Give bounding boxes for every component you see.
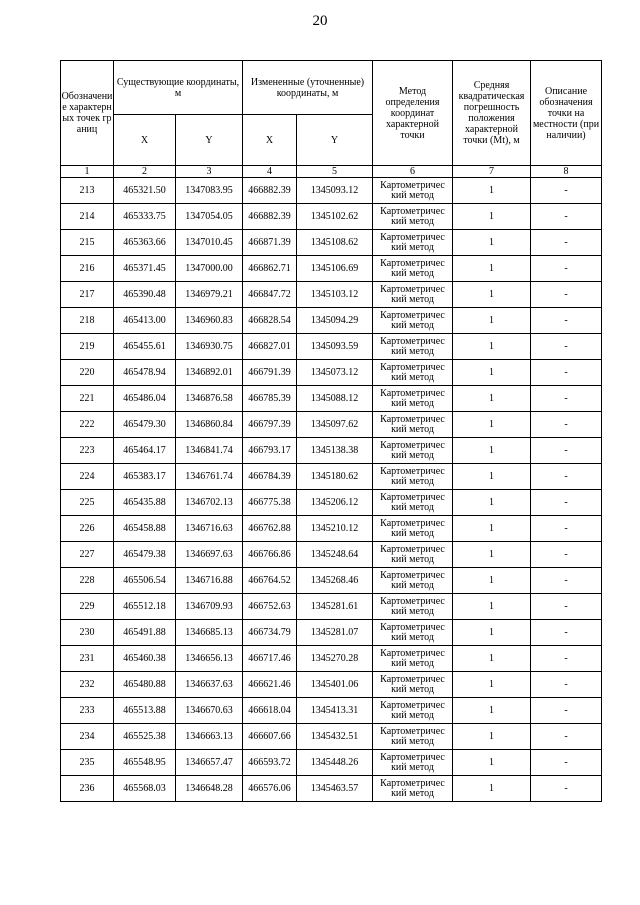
existing-y-cell: 1346716.88 <box>176 568 243 594</box>
description-cell: - <box>531 360 602 386</box>
description-cell: - <box>531 698 602 724</box>
method-line-2: кий метод <box>391 761 434 773</box>
table-row <box>61 230 602 256</box>
page-number: 20 <box>312 13 328 29</box>
existing-x-cell: 465390.48 <box>114 282 176 308</box>
method-line-2: кий метод <box>391 345 434 357</box>
table-row <box>61 672 602 698</box>
accuracy-cell: 1 <box>453 490 531 516</box>
accuracy-cell: 1 <box>453 412 531 438</box>
method-line-2: кий метод <box>391 709 434 721</box>
method-line-2: кий метод <box>391 501 434 513</box>
method-line-1: Картометричес <box>380 647 445 659</box>
table-row <box>61 308 602 334</box>
method-cell <box>373 178 453 204</box>
table-row <box>61 412 602 438</box>
changed-x-cell: 466784.39 <box>243 464 297 490</box>
description-cell: - <box>531 178 602 204</box>
point-number-cell: 228 <box>61 568 114 594</box>
method-line-1: Картометричес <box>380 517 445 529</box>
changed-x-cell: 466762.88 <box>243 516 297 542</box>
method-line-2: кий метод <box>391 475 434 487</box>
method-line-2: кий метод <box>391 735 434 747</box>
table-row <box>61 204 602 230</box>
method-cell <box>373 204 453 230</box>
changed-x-cell: 466828.54 <box>243 308 297 334</box>
method-cell <box>373 256 453 282</box>
method-line-2: кий метод <box>391 657 434 669</box>
coordinates-table <box>60 60 602 802</box>
existing-x-cell: 465479.38 <box>114 542 176 568</box>
point-number-cell: 214 <box>61 204 114 230</box>
table-row <box>61 334 602 360</box>
method-cell <box>373 360 453 386</box>
method-line-2: кий метод <box>391 605 434 617</box>
existing-y-cell: 1346663.13 <box>176 724 243 750</box>
column-number-row <box>61 166 602 178</box>
method-line-2: кий метод <box>391 267 434 279</box>
method-line-1: Картометричес <box>380 361 445 373</box>
table-row <box>61 256 602 282</box>
accuracy-cell: 1 <box>453 438 531 464</box>
existing-y-cell: 1346685.13 <box>176 620 243 646</box>
header-method: Метод определения координат характерной точки <box>373 61 453 166</box>
changed-y-cell: 1345093.12 <box>297 178 373 204</box>
description-cell: - <box>531 594 602 620</box>
changed-x-cell: 466847.72 <box>243 282 297 308</box>
method-cell <box>373 438 453 464</box>
accuracy-cell: 1 <box>453 256 531 282</box>
header-changed-y: Y <box>297 115 373 166</box>
existing-y-cell: 1347000.00 <box>176 256 243 282</box>
accuracy-cell: 1 <box>453 516 531 542</box>
description-cell: - <box>531 516 602 542</box>
changed-x-cell: 466618.04 <box>243 698 297 724</box>
changed-x-cell: 466764.52 <box>243 568 297 594</box>
existing-x-cell: 465479.30 <box>114 412 176 438</box>
method-line-2: кий метод <box>391 215 434 227</box>
existing-y-cell: 1347010.45 <box>176 230 243 256</box>
changed-y-cell: 1345206.12 <box>297 490 373 516</box>
table-row <box>61 698 602 724</box>
header-row-1 <box>61 61 602 115</box>
column-number: 8 <box>531 166 602 178</box>
accuracy-cell: 1 <box>453 646 531 672</box>
description-cell: - <box>531 724 602 750</box>
changed-x-cell: 466862.71 <box>243 256 297 282</box>
description-cell: - <box>531 750 602 776</box>
changed-y-cell: 1345108.62 <box>297 230 373 256</box>
existing-x-cell: 465371.45 <box>114 256 176 282</box>
changed-y-cell: 1345463.57 <box>297 776 373 802</box>
column-number: 1 <box>61 166 114 178</box>
method-cell <box>373 724 453 750</box>
existing-y-cell: 1346841.74 <box>176 438 243 464</box>
header-existing-x: X <box>114 115 176 166</box>
point-number-cell: 213 <box>61 178 114 204</box>
method-line-1: Картометричес <box>380 179 445 191</box>
method-cell <box>373 334 453 360</box>
method-cell <box>373 516 453 542</box>
table-row <box>61 516 602 542</box>
changed-x-cell: 466766.86 <box>243 542 297 568</box>
existing-y-cell: 1346860.84 <box>176 412 243 438</box>
method-line-1: Картометричес <box>380 543 445 555</box>
changed-y-cell: 1345073.12 <box>297 360 373 386</box>
method-line-1: Картометричес <box>380 569 445 581</box>
method-line-1: Картометричес <box>380 309 445 321</box>
changed-y-cell: 1345432.51 <box>297 724 373 750</box>
method-line-1: Картометричес <box>380 751 445 763</box>
method-line-2: кий метод <box>391 553 434 565</box>
changed-y-cell: 1345281.07 <box>297 620 373 646</box>
existing-x-cell: 465486.04 <box>114 386 176 412</box>
point-number-cell: 223 <box>61 438 114 464</box>
existing-y-cell: 1347054.05 <box>176 204 243 230</box>
method-line-2: кий метод <box>391 423 434 435</box>
changed-y-cell: 1345088.12 <box>297 386 373 412</box>
method-cell <box>373 282 453 308</box>
point-number-cell: 235 <box>61 750 114 776</box>
description-cell: - <box>531 230 602 256</box>
changed-y-cell: 1345138.38 <box>297 438 373 464</box>
method-line-1: Картометричес <box>380 725 445 737</box>
changed-x-cell: 466752.63 <box>243 594 297 620</box>
existing-y-cell: 1346656.13 <box>176 646 243 672</box>
changed-y-cell: 1345281.61 <box>297 594 373 620</box>
method-cell <box>373 230 453 256</box>
existing-x-cell: 465568.03 <box>114 776 176 802</box>
method-line-1: Картометричес <box>380 283 445 295</box>
description-cell: - <box>531 542 602 568</box>
method-cell <box>373 620 453 646</box>
method-cell <box>373 412 453 438</box>
changed-x-cell: 466734.79 <box>243 620 297 646</box>
description-cell: - <box>531 646 602 672</box>
existing-x-cell: 465506.54 <box>114 568 176 594</box>
table-row <box>61 386 602 412</box>
accuracy-cell: 1 <box>453 620 531 646</box>
changed-x-cell: 466791.39 <box>243 360 297 386</box>
method-line-1: Картометричес <box>380 673 445 685</box>
existing-y-cell: 1346637.63 <box>176 672 243 698</box>
accuracy-cell: 1 <box>453 282 531 308</box>
point-number-cell: 225 <box>61 490 114 516</box>
point-number-cell: 226 <box>61 516 114 542</box>
existing-x-cell: 465435.88 <box>114 490 176 516</box>
accuracy-cell: 1 <box>453 464 531 490</box>
point-number-cell: 216 <box>61 256 114 282</box>
existing-y-cell: 1346716.63 <box>176 516 243 542</box>
existing-x-cell: 465363.66 <box>114 230 176 256</box>
accuracy-cell: 1 <box>453 594 531 620</box>
changed-x-cell: 466593.72 <box>243 750 297 776</box>
accuracy-cell: 1 <box>453 750 531 776</box>
method-line-1: Картометричес <box>380 335 445 347</box>
method-line-1: Картометричес <box>380 387 445 399</box>
changed-x-cell: 466785.39 <box>243 386 297 412</box>
existing-x-cell: 465478.94 <box>114 360 176 386</box>
existing-y-cell: 1346657.47 <box>176 750 243 776</box>
table-row <box>61 646 602 672</box>
method-cell <box>373 308 453 334</box>
existing-y-cell: 1346761.74 <box>176 464 243 490</box>
column-number: 4 <box>243 166 297 178</box>
method-cell <box>373 776 453 802</box>
changed-y-cell: 1345270.28 <box>297 646 373 672</box>
accuracy-cell: 1 <box>453 308 531 334</box>
accuracy-cell: 1 <box>453 568 531 594</box>
table-row <box>61 490 602 516</box>
accuracy-cell: 1 <box>453 334 531 360</box>
method-cell <box>373 594 453 620</box>
existing-x-cell: 465491.88 <box>114 620 176 646</box>
description-cell: - <box>531 282 602 308</box>
method-line-2: кий метод <box>391 293 434 305</box>
existing-x-cell: 465513.88 <box>114 698 176 724</box>
description-cell: - <box>531 672 602 698</box>
table-row <box>61 178 602 204</box>
existing-x-cell: 465512.18 <box>114 594 176 620</box>
method-cell <box>373 646 453 672</box>
point-number-cell: 233 <box>61 698 114 724</box>
table-row <box>61 568 602 594</box>
method-line-1: Картометричес <box>380 231 445 243</box>
column-number: 6 <box>373 166 453 178</box>
existing-x-cell: 465413.00 <box>114 308 176 334</box>
table-row <box>61 724 602 750</box>
description-cell: - <box>531 464 602 490</box>
description-cell: - <box>531 256 602 282</box>
table-row <box>61 282 602 308</box>
existing-y-cell: 1346670.63 <box>176 698 243 724</box>
method-line-2: кий метод <box>391 787 434 799</box>
table-row <box>61 620 602 646</box>
accuracy-cell: 1 <box>453 724 531 750</box>
point-number-cell: 227 <box>61 542 114 568</box>
point-number-cell: 220 <box>61 360 114 386</box>
changed-y-cell: 1345401.06 <box>297 672 373 698</box>
header-changed-x: X <box>243 115 297 166</box>
method-cell <box>373 672 453 698</box>
method-line-1: Картометричес <box>380 257 445 269</box>
changed-y-cell: 1345210.12 <box>297 516 373 542</box>
accuracy-cell: 1 <box>453 672 531 698</box>
point-number-cell: 231 <box>61 646 114 672</box>
point-number-cell: 215 <box>61 230 114 256</box>
changed-y-cell: 1345248.64 <box>297 542 373 568</box>
changed-y-cell: 1345413.31 <box>297 698 373 724</box>
existing-x-cell: 465480.88 <box>114 672 176 698</box>
existing-y-cell: 1347083.95 <box>176 178 243 204</box>
header-accuracy: Средняя квадратическая погрешность положения характерной точки (Mt), м <box>453 61 531 166</box>
changed-x-cell: 466717.46 <box>243 646 297 672</box>
accuracy-cell: 1 <box>453 178 531 204</box>
changed-y-cell: 1345093.59 <box>297 334 373 360</box>
method-line-2: кий метод <box>391 449 434 461</box>
description-cell: - <box>531 386 602 412</box>
method-line-2: кий метод <box>391 319 434 331</box>
changed-y-cell: 1345448.26 <box>297 750 373 776</box>
accuracy-cell: 1 <box>453 776 531 802</box>
point-number-cell: 234 <box>61 724 114 750</box>
description-cell: - <box>531 412 602 438</box>
accuracy-cell: 1 <box>453 230 531 256</box>
accuracy-cell: 1 <box>453 698 531 724</box>
method-cell <box>373 568 453 594</box>
changed-y-cell: 1345268.46 <box>297 568 373 594</box>
existing-x-cell: 465464.17 <box>114 438 176 464</box>
table-row <box>61 464 602 490</box>
header-existing-coordinates: Существующие координаты, м <box>114 61 243 115</box>
method-line-2: кий метод <box>391 397 434 409</box>
method-cell <box>373 542 453 568</box>
point-number-cell: 224 <box>61 464 114 490</box>
existing-x-cell: 465383.17 <box>114 464 176 490</box>
existing-x-cell: 465455.61 <box>114 334 176 360</box>
table-row <box>61 776 602 802</box>
column-number: 2 <box>114 166 176 178</box>
method-line-1: Картометричес <box>380 491 445 503</box>
point-number-cell: 221 <box>61 386 114 412</box>
column-number: 3 <box>176 166 243 178</box>
method-line-2: кий метод <box>391 683 434 695</box>
accuracy-cell: 1 <box>453 542 531 568</box>
existing-y-cell: 1346709.93 <box>176 594 243 620</box>
changed-x-cell: 466871.39 <box>243 230 297 256</box>
existing-x-cell: 465525.38 <box>114 724 176 750</box>
method-line-1: Картометричес <box>380 595 445 607</box>
existing-y-cell: 1346892.01 <box>176 360 243 386</box>
header-point-designation: Обозначение характерных точек границ <box>61 61 114 166</box>
method-cell <box>373 464 453 490</box>
method-line-1: Картометричес <box>380 777 445 789</box>
changed-x-cell: 466882.39 <box>243 204 297 230</box>
header-existing-y: Y <box>176 115 243 166</box>
method-cell <box>373 698 453 724</box>
existing-x-cell: 465333.75 <box>114 204 176 230</box>
description-cell: - <box>531 776 602 802</box>
changed-x-cell: 466793.17 <box>243 438 297 464</box>
changed-x-cell: 466827.01 <box>243 334 297 360</box>
point-number-cell: 219 <box>61 334 114 360</box>
description-cell: - <box>531 490 602 516</box>
accuracy-cell: 1 <box>453 204 531 230</box>
existing-y-cell: 1346979.21 <box>176 282 243 308</box>
method-line-1: Картометричес <box>380 465 445 477</box>
point-number-cell: 232 <box>61 672 114 698</box>
method-line-2: кий метод <box>391 189 434 201</box>
existing-y-cell: 1346697.63 <box>176 542 243 568</box>
point-number-cell: 218 <box>61 308 114 334</box>
changed-y-cell: 1345103.12 <box>297 282 373 308</box>
method-line-2: кий метод <box>391 371 434 383</box>
point-number-cell: 230 <box>61 620 114 646</box>
method-line-2: кий метод <box>391 579 434 591</box>
column-number: 5 <box>297 166 373 178</box>
existing-x-cell: 465321.50 <box>114 178 176 204</box>
point-number-cell: 229 <box>61 594 114 620</box>
point-number-cell: 217 <box>61 282 114 308</box>
existing-y-cell: 1346648.28 <box>176 776 243 802</box>
method-line-1: Картометричес <box>380 699 445 711</box>
method-cell <box>373 386 453 412</box>
point-number-cell: 222 <box>61 412 114 438</box>
point-number-cell: 236 <box>61 776 114 802</box>
description-cell: - <box>531 334 602 360</box>
description-cell: - <box>531 204 602 230</box>
changed-x-cell: 466797.39 <box>243 412 297 438</box>
changed-x-cell: 466775.38 <box>243 490 297 516</box>
method-line-2: кий метод <box>391 241 434 253</box>
changed-x-cell: 466607.66 <box>243 724 297 750</box>
accuracy-cell: 1 <box>453 360 531 386</box>
method-line-1: Картометричес <box>380 413 445 425</box>
existing-y-cell: 1346960.83 <box>176 308 243 334</box>
existing-x-cell: 465458.88 <box>114 516 176 542</box>
method-cell <box>373 750 453 776</box>
accuracy-cell: 1 <box>453 386 531 412</box>
description-cell: - <box>531 438 602 464</box>
changed-x-cell: 466576.06 <box>243 776 297 802</box>
column-number: 7 <box>453 166 531 178</box>
changed-y-cell: 1345094.29 <box>297 308 373 334</box>
existing-x-cell: 465548.95 <box>114 750 176 776</box>
description-cell: - <box>531 308 602 334</box>
changed-y-cell: 1345106.69 <box>297 256 373 282</box>
header-changed-coordinates: Измененные (уточненные) координаты, м <box>243 61 373 115</box>
method-line-1: Картометричес <box>380 439 445 451</box>
description-cell: - <box>531 620 602 646</box>
table-row <box>61 360 602 386</box>
existing-y-cell: 1346702.13 <box>176 490 243 516</box>
changed-y-cell: 1345097.62 <box>297 412 373 438</box>
table-row <box>61 594 602 620</box>
table-row <box>61 542 602 568</box>
method-line-2: кий метод <box>391 631 434 643</box>
method-cell <box>373 490 453 516</box>
table-row <box>61 438 602 464</box>
method-line-1: Картометричес <box>380 205 445 217</box>
existing-y-cell: 1346876.58 <box>176 386 243 412</box>
changed-x-cell: 466621.46 <box>243 672 297 698</box>
changed-x-cell: 466882.39 <box>243 178 297 204</box>
header-description: Описание обозначения точки на местности (при наличии) <box>531 61 602 166</box>
existing-x-cell: 465460.38 <box>114 646 176 672</box>
changed-y-cell: 1345102.62 <box>297 204 373 230</box>
existing-y-cell: 1346930.75 <box>176 334 243 360</box>
method-line-2: кий метод <box>391 527 434 539</box>
changed-y-cell: 1345180.62 <box>297 464 373 490</box>
table-row <box>61 750 602 776</box>
description-cell: - <box>531 568 602 594</box>
method-line-1: Картометричес <box>380 621 445 633</box>
